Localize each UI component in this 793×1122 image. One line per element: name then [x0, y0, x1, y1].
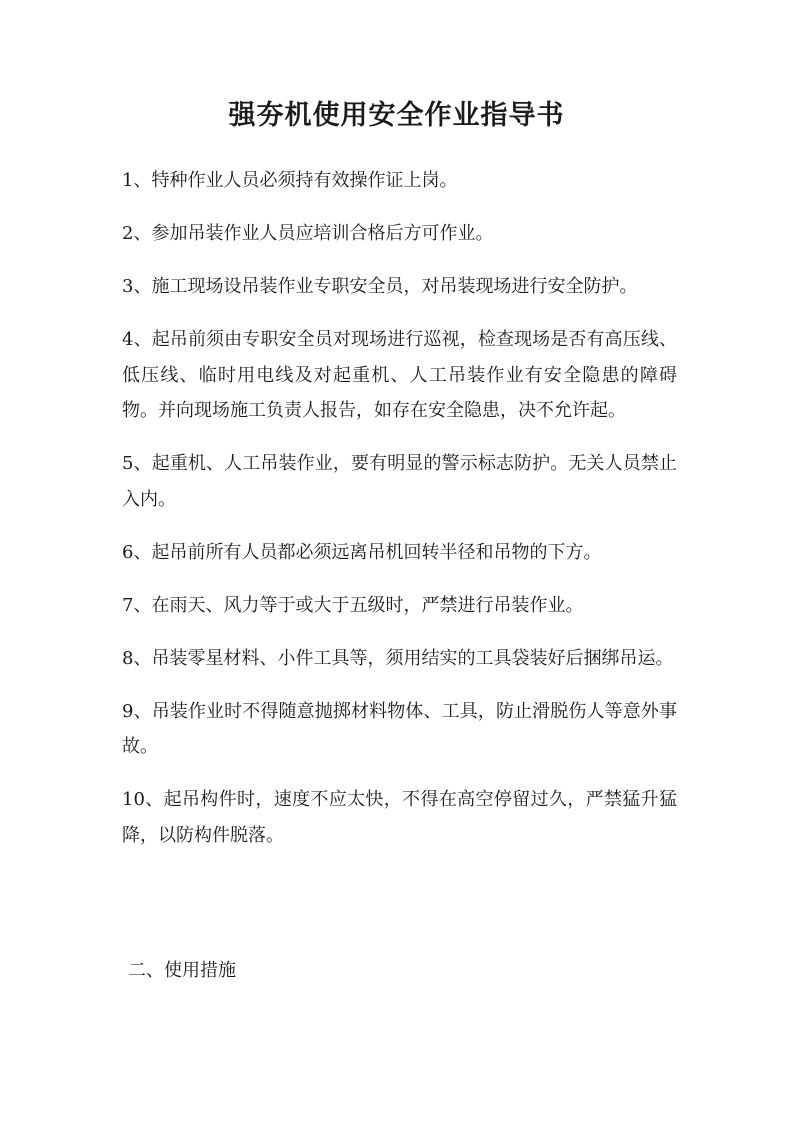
item-text: 吊装零星材料、小件工具等，须用结实的工具袋装好后捆绑吊运。 — [151, 647, 674, 669]
item-text: 施工现场设吊装作业专职安全员，对吊装现场进行安全防护。 — [151, 276, 638, 297]
instruction-list — [122, 163, 677, 871]
item-text: 起重机、人工吊装作业，要有明显的警示标志防护。无关人员禁止入内。 — [122, 453, 678, 510]
section-heading: 二、使用措施 — [128, 960, 236, 981]
item-text: 起吊前须由专职安全员对现场进行巡视，检查现场是否有高压线、低压线、临时用电线及对起重机、人工吊装作业有安全隐患的障碍物。并向现场施工负责人报告，如存在安全隐患，决不允许起。 — [122, 329, 678, 421]
item-number: 6、 — [122, 541, 152, 563]
item-number: 4、 — [122, 329, 152, 350]
item-number: 8、 — [122, 647, 152, 669]
item-number: 9、 — [122, 700, 152, 722]
item-number: 1、 — [122, 170, 152, 191]
list-item — [122, 588, 677, 624]
list-item — [122, 535, 677, 571]
list-item — [122, 641, 677, 677]
item-text: 参加吊装作业人员应培训合格后方可作业。 — [151, 223, 494, 244]
item-number: 3、 — [122, 276, 152, 297]
list-item — [122, 163, 677, 199]
item-number: 7、 — [122, 594, 152, 616]
list-item — [122, 269, 677, 305]
list-item — [122, 782, 677, 853]
item-text: 特种作业人员必须持有效操作证上岗。 — [151, 170, 458, 191]
item-text: 在雨天、风力等于或大于五级时，严禁进行吊装作业。 — [151, 594, 584, 616]
item-text: 起吊前所有人员都必须远离吊机回转半径和吊物的下方。 — [151, 541, 602, 563]
item-number: 2、 — [122, 223, 152, 244]
item-text: 吊装作业时不得随意抛掷材料物体、工具，防止滑脱伤人等意外事故。 — [122, 700, 678, 757]
list-item — [122, 446, 677, 517]
item-number: 5、 — [122, 453, 152, 474]
list-item — [122, 694, 677, 765]
list-item — [122, 322, 677, 429]
page-title: 强夯机使用安全作业指导书 — [228, 100, 565, 131]
item-number: 10、 — [122, 789, 164, 810]
list-item — [122, 216, 677, 252]
item-text: 起吊构件时，速度不应太快，不得在高空停留过久，严禁猛升猛降，以防构件脱落。 — [122, 789, 678, 846]
